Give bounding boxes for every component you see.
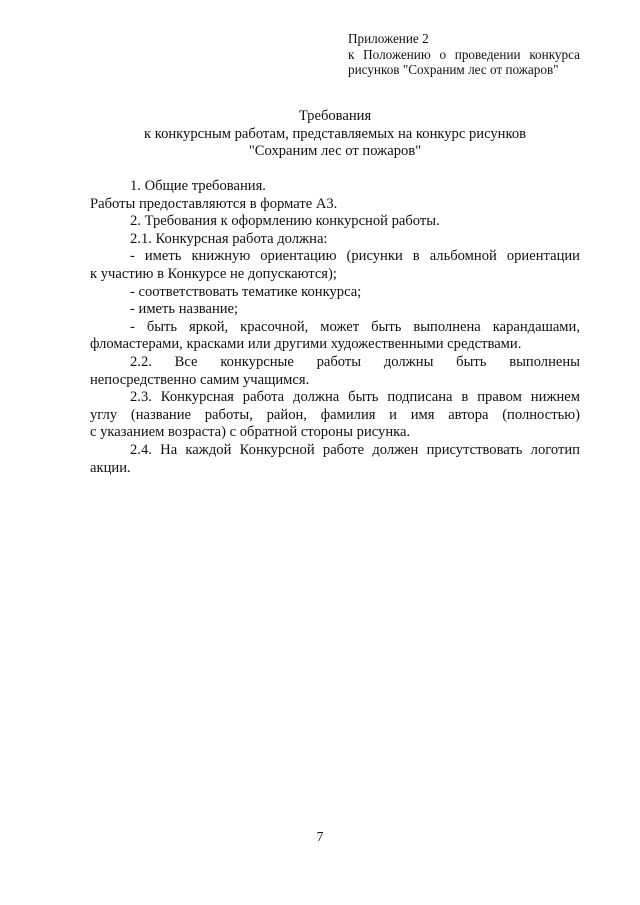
clause-2-4-line-1: 2.4. На каждой Конкурсной работе должен присутствовать логотип [130,441,580,458]
title-line-3: "Сохраним лес от пожаров" [248,143,422,159]
clause-orientation-line-1: - иметь книжную ориентацию (рисунки в альбомной ориентации [130,248,580,265]
clause-2-3-line-1: 2.3. Конкурсная работа должна быть подписана в правом нижнем [130,389,580,406]
page-number: 7 [316,829,324,844]
appendix-number: Приложение 2 [348,31,429,46]
section-general-heading: 1. Общие требования. [130,178,266,194]
title-line-1: Требования [298,108,372,124]
clause-2-3-line-2: углу (название работы, район, фамилия и имя автора (полностью) [90,406,580,423]
document-body [90,178,580,477]
format-requirement: Работы предоставляются в формате А3. [90,195,338,212]
clause-bright-line-2: фломастерами, красками или другими художественными средствами. [90,336,522,353]
appendix-reference: к Положению о проведении конкурса [348,46,580,62]
clause-bright-line-1: - быть яркой, красочной, может быть выполнена карандашами, [130,318,580,335]
section-design-heading: 2. Требования к оформлению конкурсной работы. [130,213,440,230]
clause-2-1-heading: 2.1. Конкурсная работа должна: [130,230,328,247]
appendix-header [348,31,580,78]
clause-theme: - соответствовать тематике конкурса; [130,283,362,300]
clause-orientation-line-2: к участию в Конкурсе не допускаются); [90,265,337,282]
clause-2-3-line-3: с указанием возраста) с обратной стороны рисунка. [90,424,411,441]
title-line-2: к конкурсным работам, представляемых на конкурс рисунков [143,125,527,142]
appendix-contest-name: рисунков "Сохраним лес от пожаров" [348,62,559,77]
clause-2-4-line-2: акции. [90,459,131,476]
document-title [90,108,580,161]
clause-2-2-line-1: 2.2. Все конкурсные работы должны быть выполнены [130,353,580,370]
clause-title: - иметь название; [130,301,239,318]
clause-2-2-line-2: непосредственно самим учащимся. [90,371,310,388]
